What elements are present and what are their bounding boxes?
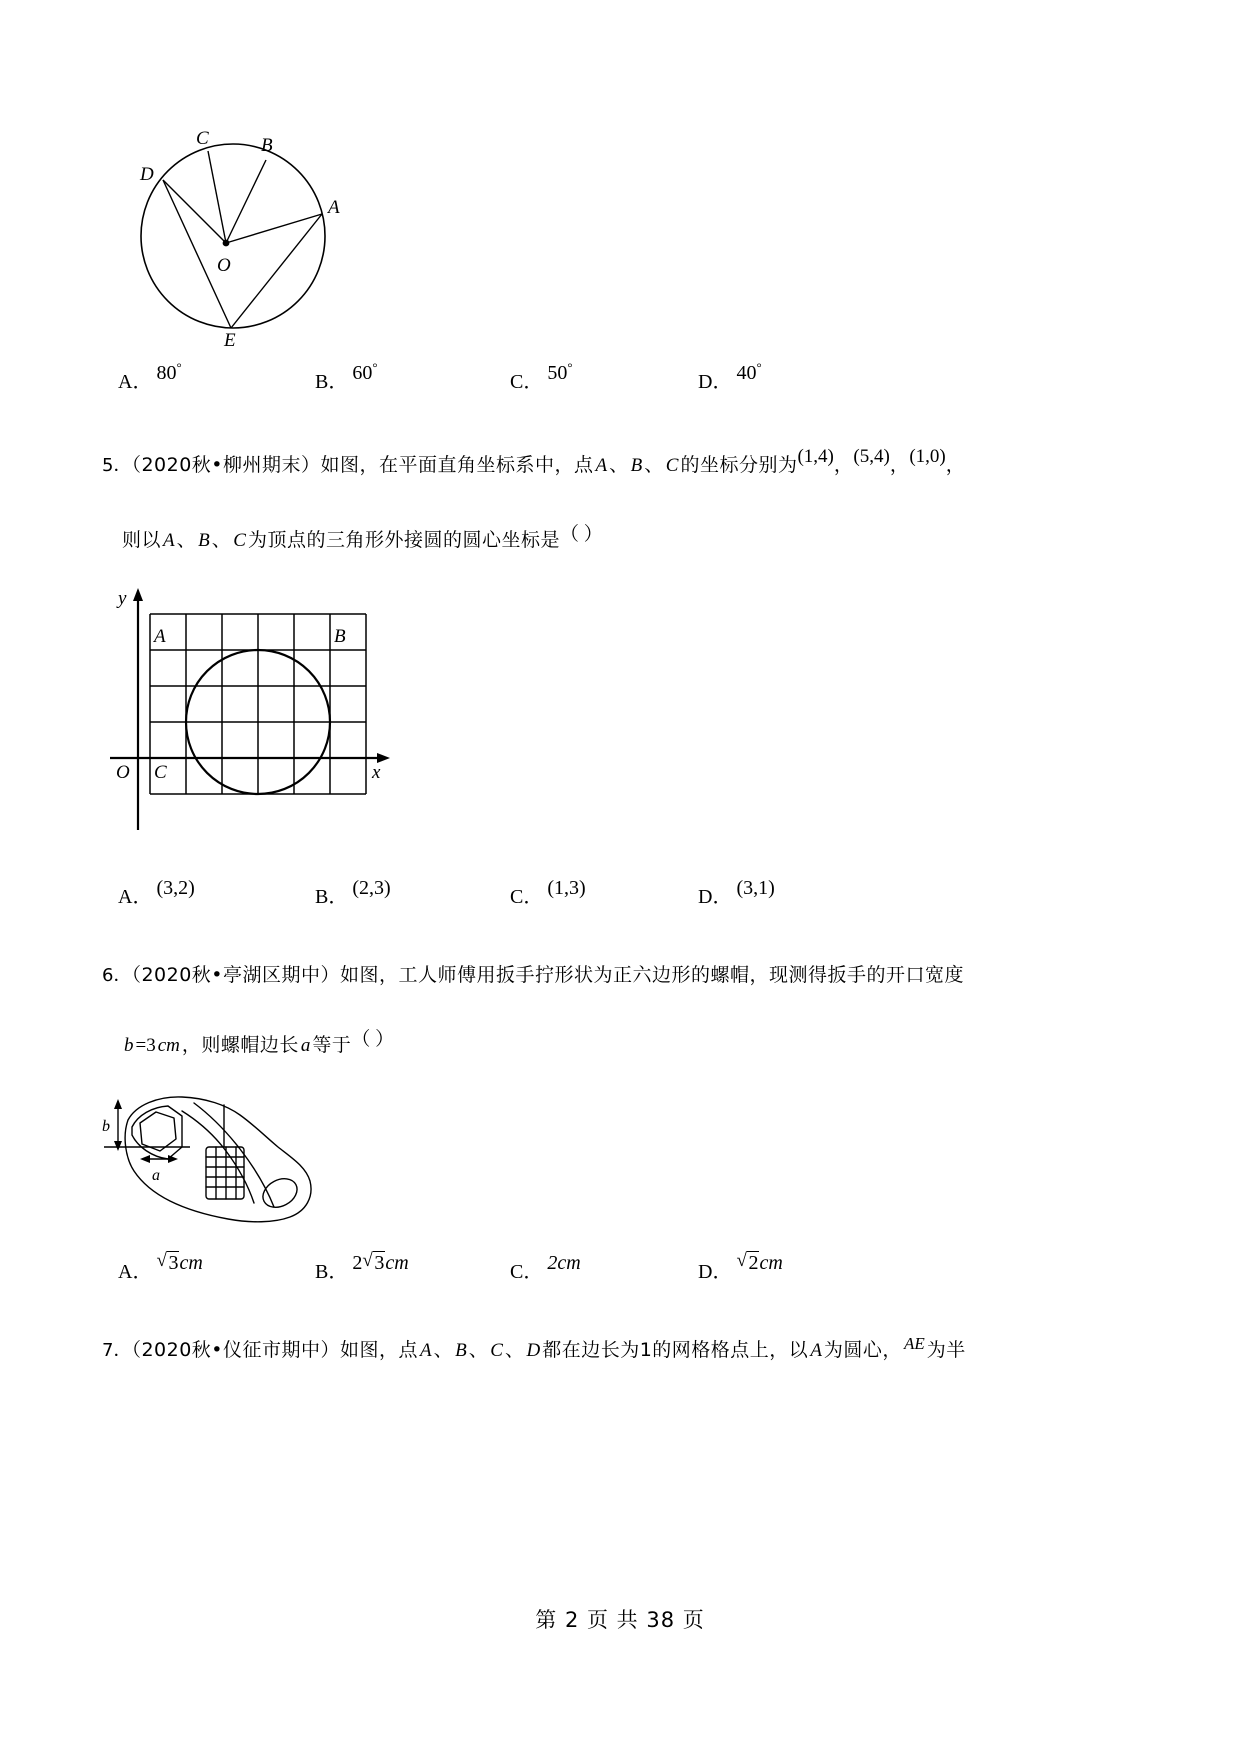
q5-option-b-value: (2,3) (352, 877, 391, 899)
q5-option-c[interactable] (510, 877, 586, 909)
q5-coord-b: (5,4) (853, 446, 890, 467)
q5-text-2: 的坐标分别为 (680, 454, 798, 476)
q5-var-a: A (595, 455, 608, 476)
q5-grid-figure (100, 582, 390, 842)
q4-label-E: E (224, 330, 236, 348)
q6-stem-line2: b =3 cm ，则螺帽边长 a 等于（ ） (124, 1029, 395, 1056)
q5-label-O: O (116, 762, 130, 783)
page-footer: 第 2 页 共 38 页 (535, 1608, 705, 1632)
q5-var-b: B (630, 455, 643, 476)
q5-axis-label-y: y (118, 588, 127, 609)
q6-option-b-value: 2 √ 3cm (348, 1252, 408, 1274)
q7-stem-line1: 7．（2020秋•仪征市期中）如图，点 A 、 B 、 C 、 D 都在边长为1的网格格点上，以 A 为圆心， AE 为半 (102, 1334, 966, 1361)
q4-label-O: O (217, 255, 231, 276)
q6-option-c[interactable] (510, 1252, 581, 1284)
q5-option-b[interactable] (315, 877, 391, 909)
q5-var-c: C (665, 455, 679, 476)
q6-var-a: a (300, 1035, 311, 1056)
q4-option-b-value: 60° (352, 359, 378, 384)
q6-option-c-value: 2cm (547, 1252, 581, 1274)
q5-option-a-value: (3,2) (156, 877, 195, 899)
q5-line2-text: 为顶点的三角形外接圆的圆心坐标是 (247, 529, 560, 551)
q4-option-d-label: D． (698, 371, 733, 393)
q7-text-2: 都在边长为1的网格格点上，以 (542, 1339, 809, 1361)
q6-var-b: b (124, 1035, 134, 1056)
q5-number: 5． (102, 455, 132, 476)
q6-option-d-label: D． (698, 1261, 733, 1283)
q5-option-d-label: D． (698, 886, 733, 908)
q4-label-B: B (261, 135, 273, 156)
q5-coord-a: (1,4) (797, 446, 834, 467)
q4-circle-figure (98, 118, 398, 348)
q5-coord-c: (1,0) (909, 446, 946, 467)
q4-option-b[interactable] (315, 359, 378, 394)
q6-option-b-label: B． (315, 1261, 349, 1283)
q5-option-d-value: (3,1) (736, 877, 775, 899)
q5-text-1: 如图，在平面直角坐标系中，点 (320, 454, 594, 476)
q5-answer-blank: （ ） (559, 524, 603, 545)
q6-option-a-value: √ 3cm (152, 1252, 202, 1274)
q5-option-c-value: (1,3) (547, 877, 586, 899)
q5-option-b-label: B． (315, 886, 349, 908)
q4-option-a-value: 80° (156, 359, 182, 384)
q6-dim-label-a: a (152, 1167, 160, 1184)
q5-options (118, 877, 1118, 920)
q6-answer-blank: （ ） (351, 1029, 395, 1050)
q5-stem-line2: 则以 A 、 B 、 C 为顶点的三角形外接圆的圆心坐标是（ ） (122, 524, 603, 551)
q5-option-a[interactable] (118, 877, 195, 909)
q6-option-b[interactable] (315, 1252, 409, 1284)
q6-source: （2020秋•亭湖区期中） (131, 964, 341, 986)
q4-option-c-value: 50° (547, 359, 573, 384)
q4-option-c[interactable] (510, 359, 573, 394)
q5-label-A: A (154, 626, 166, 647)
q4-options (118, 359, 1118, 405)
q6-option-a-label: A． (118, 1261, 153, 1283)
q6-option-d[interactable] (698, 1252, 783, 1284)
q5-source: （2020秋•柳州期末） (131, 454, 321, 476)
q6-text-1: 如图，工人师傅用扳手拧形状为正六边形的螺帽，现测得扳手的开口宽度 (340, 964, 965, 986)
q4-label-C: C (196, 128, 209, 149)
q5-option-d[interactable] (698, 877, 775, 909)
q7-var-ae: AE (903, 1334, 925, 1353)
q6-option-a[interactable] (118, 1252, 203, 1284)
q5-option-c-label: C． (510, 886, 544, 908)
q4-option-a[interactable] (118, 359, 182, 394)
q7-number: 7． (102, 1340, 132, 1361)
q5-stem-line1: 5．（2020秋•柳州期末）如图，在平面直角坐标系中，点 A 、 B 、 C 的坐标分别为(1,4)，(5,4)，(1,0)， (102, 446, 966, 476)
q5-option-a-label: A． (118, 886, 153, 908)
q5-line2-pre: 则以 (122, 529, 162, 551)
q4-option-d-value: 40° (736, 359, 762, 384)
q4-label-D: D (140, 164, 154, 185)
q6-number: 6． (102, 965, 132, 986)
q7-text-1: 如图，点 (340, 1339, 419, 1361)
q4-option-a-label: A． (118, 371, 153, 393)
q6-option-d-value: √ 2cm (732, 1252, 782, 1274)
q6-stem-line1 (102, 965, 964, 986)
q4-label-A: A (328, 197, 340, 218)
q6-wrench-figure (98, 1085, 348, 1230)
q5-label-C: C (154, 762, 167, 783)
q6-text-mid: ，则螺帽边长 (181, 1034, 299, 1056)
q4-option-d[interactable] (698, 359, 762, 394)
q7-source: （2020秋•仪征市期中） (131, 1339, 341, 1361)
q5-axis-label-x: x (372, 762, 381, 783)
q4-option-c-label: C． (510, 371, 544, 393)
q4-option-b-label: B． (315, 371, 349, 393)
q5-label-B: B (334, 626, 346, 647)
q6-options (118, 1252, 1118, 1295)
q6-option-c-label: C． (510, 1261, 544, 1283)
q6-dim-label-b: b (102, 1118, 110, 1135)
